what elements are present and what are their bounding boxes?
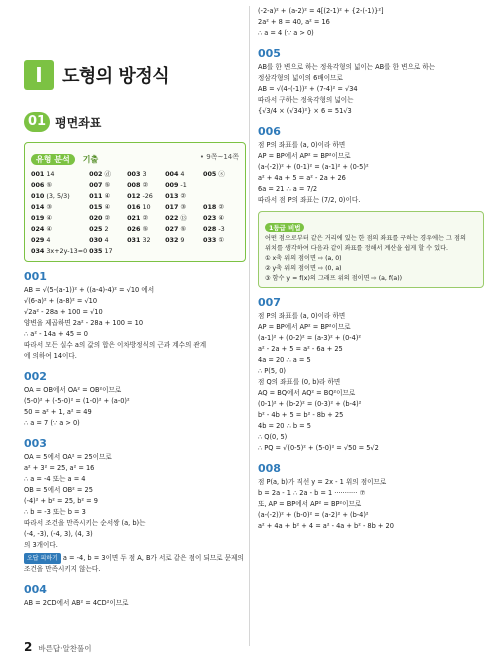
answer-item	[89, 203, 125, 212]
answer-item	[127, 192, 163, 201]
answer-item	[89, 236, 125, 245]
right-column	[258, 6, 484, 532]
section-header	[24, 112, 246, 132]
solution-line: a² + 4a + b² + 4 = a² - 4a + b² - 8b + 20	[258, 522, 394, 530]
answer-number: 004	[165, 170, 179, 178]
answer-number: 028	[203, 225, 217, 233]
answer-item	[31, 192, 87, 201]
answer-item	[89, 214, 125, 223]
solution-line: 50 = a² + 1, a² = 49	[24, 408, 92, 416]
solution-block	[258, 296, 484, 454]
answer-number: 034	[31, 247, 45, 255]
solution-line: 6a = 21 ∴ a = 7/2	[258, 185, 318, 193]
answer-value: ②	[180, 192, 187, 200]
solution-line: a² - 2a + 5 = a² - 6a + 25	[258, 345, 343, 353]
solution-block	[258, 462, 484, 532]
solution-line: 따라서 조건을 만족시키는 순서쌍 (a, b)는	[24, 519, 146, 527]
solution-line: (a-(-2))² + (b-0)² = (a-2)² + (b-4)²	[258, 511, 369, 519]
answer-number: 031	[127, 236, 141, 244]
answer-number: 017	[165, 203, 179, 211]
answer-number: 008	[127, 181, 141, 189]
answer-item	[31, 203, 87, 212]
answer-item	[165, 247, 201, 256]
answer-number: 010	[31, 192, 45, 200]
problem-number: 008	[258, 462, 281, 475]
answer-item	[89, 225, 125, 234]
problem-number: 003	[24, 437, 47, 450]
answer-item	[203, 214, 239, 223]
solution-line: ∴ a = -4 또는 a = 4	[24, 475, 86, 483]
answer-item	[203, 181, 239, 190]
answer-number: 011	[89, 192, 103, 200]
answer-value: 4	[180, 170, 185, 178]
answer-number: 002	[89, 170, 103, 178]
problem-number: 007	[258, 296, 281, 309]
left-column	[24, 58, 246, 609]
answer-number: 026	[127, 225, 141, 233]
answer-item	[203, 203, 239, 212]
answer-number: 005	[203, 170, 217, 178]
solution-line: b² - 4b + 5 = b² - 8b + 25	[258, 411, 344, 419]
solution-line: AB = √(5-(a-1))² + ((a-4)-4)² = √10 에서	[24, 286, 155, 294]
answer-number: 023	[203, 214, 217, 222]
answer-number: 015	[89, 203, 103, 211]
problem-number: 002	[24, 370, 47, 383]
solution-line: (-2-a)² + (a-2)² = 4[(2-1)² + {2-(-1)}²]	[258, 7, 384, 15]
answer-item	[127, 225, 163, 234]
problem-number: 001	[24, 270, 47, 283]
solution-line: OA = 5에서 OA² = 25이므로	[24, 453, 112, 461]
book-name: 바른답·알찬풀이	[38, 644, 92, 653]
tip-line: ① x축 위의 점이면 ⇨ (a, 0)	[265, 255, 342, 262]
solution-line: ∴ PQ = √(0-5)² + (5-0)² = √50 = 5√2	[258, 444, 379, 452]
page-number: 2	[24, 640, 33, 654]
page-range: • 9쪽~14쪽	[199, 152, 239, 161]
answer-value: ⓢ	[218, 170, 225, 178]
answer-number: 009	[165, 181, 179, 189]
answer-key-tag: 유형 분석	[31, 154, 75, 165]
solution-line: 에 의하여 14이다.	[24, 352, 77, 360]
solution-line: 4a = 20 ∴ a = 5	[258, 356, 311, 364]
answer-key-tags	[31, 147, 98, 166]
answer-number: 025	[89, 225, 103, 233]
answer-value: ⑤	[180, 225, 187, 233]
solution-block	[24, 270, 246, 362]
solution-line: 따라서 모든 실수 a의 값의 합은 이차방정식의 근과 계수의 관계	[24, 341, 207, 349]
answer-number: 019	[31, 214, 45, 222]
answer-item	[165, 181, 201, 190]
answer-item	[203, 192, 239, 201]
answer-value: 4	[104, 236, 109, 244]
solution-line: √2a² - 28a + 100 = √10	[24, 308, 103, 316]
tip-line: 어떤 점으로부터 같은 거리에 있는 한 점의 좌표를 구하는 경우에는 그 점의	[265, 235, 466, 242]
answer-item	[31, 236, 87, 245]
answer-item	[165, 214, 201, 223]
answer-value: ②	[218, 203, 225, 211]
answer-item	[89, 247, 125, 256]
answer-value: 14	[46, 170, 55, 178]
answer-number: 021	[127, 214, 141, 222]
solution-line: 또, AP = BP에서 AP² = BP²이므로	[258, 500, 362, 508]
answer-value: ④	[104, 192, 111, 200]
answer-item	[31, 214, 87, 223]
solution-line: ∴ a = 4 (∵ a > 0)	[258, 29, 314, 37]
tip-box	[258, 211, 484, 288]
section-number: 01	[24, 112, 50, 132]
note-text: a = -4, b = 3이면 두 점 A, B가 서로 같은 점이 되므로 문제의 조건을 만족시키지 않는다.	[24, 554, 244, 573]
left-problems	[24, 270, 246, 609]
answer-value: ④	[104, 203, 111, 211]
answer-number: 035	[89, 247, 103, 255]
answer-key-header	[31, 147, 239, 166]
problem-number: 005	[258, 47, 281, 60]
answer-number: 007	[89, 181, 103, 189]
solution-line: ∴ a² - 14a + 45 = 0	[24, 330, 88, 338]
solution-line: (5-0)² + (-5-0)² = (1-0)² + (a-0)²	[24, 397, 130, 405]
answer-item	[127, 203, 163, 212]
problem-number: 004	[24, 583, 47, 596]
answer-value: ③	[180, 203, 187, 211]
solution-line: ∴ P(5, 0)	[258, 367, 286, 375]
answer-item	[203, 170, 239, 179]
answer-item	[127, 247, 163, 256]
solution-block	[24, 370, 246, 429]
answer-value: ⑤	[46, 181, 53, 189]
answer-value: 32	[142, 236, 151, 244]
solution-line: (a-(-2))² + (0-1)² = (a-1)² + (0-5)²	[258, 163, 369, 171]
solution-line: 2a² + 8 = 40, a² = 16	[258, 18, 330, 26]
answer-number: 022	[165, 214, 179, 222]
solution-line: {√3/4 × (√34)²} × 6 = 51√3	[258, 107, 352, 115]
chapter-badge: I	[24, 60, 54, 90]
answer-value: ①	[218, 236, 225, 244]
solution-line: OB = 5에서 OB² = 25	[24, 486, 93, 494]
answer-item	[165, 203, 201, 212]
answer-item	[89, 192, 125, 201]
answer-item	[127, 170, 163, 179]
footer	[24, 640, 91, 654]
answer-number: 016	[127, 203, 141, 211]
solution-line: AB = √(4-(-1))² + (7-4)² = √34	[258, 85, 358, 93]
answer-number: 012	[127, 192, 141, 200]
answer-item	[89, 181, 125, 190]
solution-line: 양변을 제곱하면 2a² - 28a + 100 = 10	[24, 319, 144, 327]
right-problems	[258, 47, 484, 532]
answer-value: -1	[180, 181, 187, 189]
answer-key-box	[24, 142, 246, 262]
answer-number: 001	[31, 170, 45, 178]
answer-value: ②	[142, 214, 149, 222]
solution-line: 따라서 점 P의 좌표는 (7/2, 0)이다.	[258, 196, 361, 204]
answer-item	[31, 181, 87, 190]
answer-number: 033	[203, 236, 217, 244]
solution-block	[24, 583, 246, 609]
answer-value: 17	[104, 247, 113, 255]
solution-line: ∴ b = -3 또는 b = 3	[24, 508, 86, 516]
answer-value: ②	[104, 214, 111, 222]
tip-line: ② y축 위의 점이면 ⇨ (0, a)	[265, 265, 342, 272]
answer-item	[203, 236, 239, 245]
solution-line: AQ = BQ에서 AQ² = BQ²이므로	[258, 389, 356, 397]
answer-value: ⑤	[142, 225, 149, 233]
answer-item	[127, 214, 163, 223]
solution-line: a² + 4a + 5 = a² - 2a + 26	[258, 174, 346, 182]
solution-line: 정삼각형의 넓이의 6배이므로	[258, 74, 343, 82]
answer-value: (3, 5/3)	[46, 192, 70, 200]
answer-value: 2	[104, 225, 109, 233]
answer-item	[127, 236, 163, 245]
answer-item	[127, 181, 163, 190]
answer-value: ④	[218, 214, 225, 222]
solution-line: 따라서 구하는 정육각형의 넓이는	[258, 96, 354, 104]
answer-number: 027	[165, 225, 179, 233]
answer-key-tag-sub: 기출	[82, 155, 99, 164]
solution-block	[258, 47, 484, 117]
solution-line: ∴ Q(0, 5)	[258, 433, 288, 441]
answer-item	[31, 225, 87, 234]
tip-tag: 1등급 비법	[265, 223, 304, 232]
solution-line: (-4)² + b² = 25, b² = 9	[24, 497, 98, 505]
answer-number: 018	[203, 203, 217, 211]
section-title: 평면좌표	[55, 115, 102, 130]
continued-solution	[258, 6, 484, 39]
solution-line: 점 Q의 좌표를 (0, b)라 하면	[258, 378, 341, 386]
answer-number: 032	[165, 236, 179, 244]
solution-line: AP = BP에서 AP² = BP²이므로	[258, 152, 351, 160]
chapter-title: 도형의 방정식	[62, 66, 170, 87]
answer-value: -3	[218, 225, 225, 233]
answer-item	[31, 170, 87, 179]
solution-line: 점 P의 좌표를 (a, 0)이라 하면	[258, 141, 346, 149]
answer-value: ④	[46, 225, 53, 233]
answer-item	[165, 170, 201, 179]
answer-value: ⑤	[104, 181, 111, 189]
answer-number: 029	[31, 236, 45, 244]
problem-number: 006	[258, 125, 281, 138]
note-tag: 오답 피하기	[24, 553, 61, 564]
solution-line: (-4, -3), (-4, 3), (4, 3)	[24, 530, 93, 538]
solution-line: a² + 3² = 25, a² = 16	[24, 464, 95, 472]
solution-line: 의 3개이다.	[24, 541, 58, 549]
solution-line: (0-1)² + (b-2)² = (0-3)² + (b-4)²	[258, 400, 362, 408]
solution-line: 점 P(a, b)가 직선 y = 2x - 1 위의 점이므로	[258, 478, 387, 486]
answer-item	[165, 225, 201, 234]
answer-item	[203, 225, 239, 234]
solution-line: AB = 2CD에서 AB² = 4CD²이므로	[24, 599, 129, 607]
answer-value: ③	[46, 203, 53, 211]
column-divider	[249, 6, 250, 646]
solution-block	[258, 125, 484, 288]
answer-value: 10	[142, 203, 151, 211]
answer-number: 006	[31, 181, 45, 189]
chapter-header	[24, 58, 246, 92]
answer-value: ④	[46, 214, 53, 222]
solution-line: AP = BP에서 AP² = BP²이므로	[258, 323, 351, 331]
solution-line: OA = OB에서 OA² = OB²이므로	[24, 386, 122, 394]
answer-value: ②	[142, 181, 149, 189]
answer-value: 4	[46, 236, 51, 244]
answer-value: -26	[142, 192, 153, 200]
answer-grid	[31, 170, 239, 256]
answer-number: 013	[165, 192, 179, 200]
answer-item	[203, 247, 239, 256]
solution-line: (a-1)² + (0-2)² = (a-3)² + (0-4)²	[258, 334, 362, 342]
tip-line: ③ 함수 y = f(x)의 그래프 위의 점이면 ⇨ (a, f(a))	[265, 275, 403, 282]
answer-item	[165, 192, 201, 201]
answer-value: 3	[142, 170, 147, 178]
solution-block	[24, 437, 246, 575]
answer-number: 014	[31, 203, 45, 211]
answer-value: 3x+2y-13=0	[46, 247, 88, 255]
answer-value: ⓓ	[104, 170, 111, 178]
solution-line: √(6-a)² + (a-8)² = √10	[24, 297, 98, 305]
answer-number: 003	[127, 170, 141, 178]
answer-item	[165, 236, 201, 245]
error-avoid-note	[24, 553, 246, 575]
answer-item	[31, 247, 87, 256]
tip-line: 위치를 생각하여 다음과 같이 좌표를 정해서 계산을 쉽게 할 수 있다.	[265, 245, 449, 252]
solution-line: b = 2a - 1 ∴ 2a - b = 1 ··········· ⑦	[258, 489, 366, 497]
solution-line: 4b = 20 ∴ b = 5	[258, 422, 311, 430]
answer-number: 020	[89, 214, 103, 222]
answer-item	[89, 170, 125, 179]
solution-line: AB를 한 변으로 하는 정육각형의 넓이는 AB를 한 변으로 하는	[258, 63, 436, 71]
answer-value: ⑬	[180, 214, 187, 222]
answer-number: 024	[31, 225, 45, 233]
solution-line: ∴ a = 7 (∵ a > 0)	[24, 419, 80, 427]
answer-number: 030	[89, 236, 103, 244]
answer-value: 9	[180, 236, 185, 244]
solution-line: 점 P의 좌표를 (a, 0)이라 하면	[258, 312, 346, 320]
